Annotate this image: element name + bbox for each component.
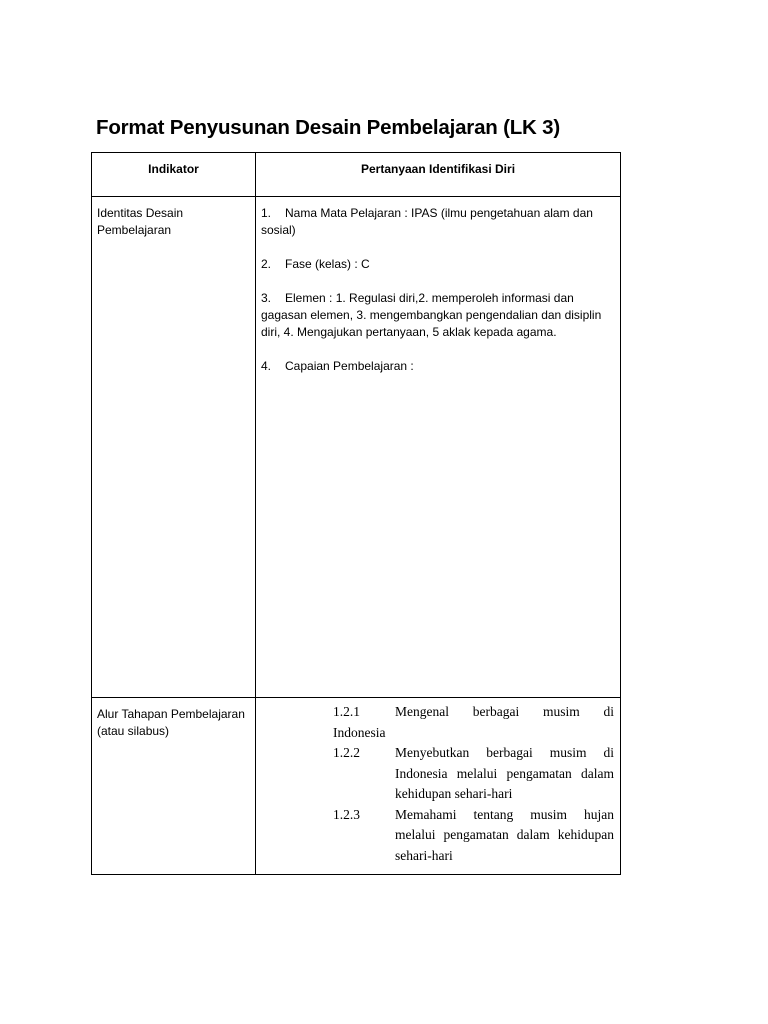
indicator-cell xyxy=(92,698,256,875)
indicator-alur: Alur Tahapan Pembelajaran (atau silabus) xyxy=(97,707,245,738)
list-item: 1.2.2 Menyebutkan berbagai musim di Indonesia melalui pengamatan dalam kehidupan sehari-hari xyxy=(333,745,614,801)
list-item: 3. Elemen : 1. Regulasi diri,2. memperoleh informasi dan gagasan elemen, 3. mengembangkan pengendalian dan disiplin diri, 4. Mengajukan pertanyaan, 5 aklak kepada agama. xyxy=(261,291,602,339)
list-item: 1.2.1 Mengenal berbagai musim di Indonesia xyxy=(333,704,614,740)
table-row xyxy=(92,197,621,698)
indicator-cell xyxy=(92,197,256,698)
table-header-row xyxy=(92,153,621,197)
header-pertanyaan: Pertanyaan Identifikasi Diri xyxy=(256,153,621,197)
list-item: 1.2.3 Memahami tentang musim hujan melalui pengamatan dalam kehidupan sehari-hari xyxy=(333,806,614,863)
header-indikator: Indikator xyxy=(92,153,256,197)
indicator-identitas: Identitas Desain Pembelajaran xyxy=(97,206,184,237)
syllabus-cell xyxy=(256,698,621,875)
lk3-table xyxy=(91,152,621,875)
list-item: 4. Capaian Pembelajaran : xyxy=(261,359,414,373)
questions-cell xyxy=(256,197,621,698)
list-item: 1. Nama Mata Pelajaran : IPAS (ilmu pengetahuan alam dan sosial) xyxy=(261,206,593,237)
table-row xyxy=(92,698,621,875)
page-title: Format Penyusunan Desain Pembelajaran (LK 3) xyxy=(96,116,560,139)
list-item: 2. Fase (kelas) : C xyxy=(261,257,370,271)
